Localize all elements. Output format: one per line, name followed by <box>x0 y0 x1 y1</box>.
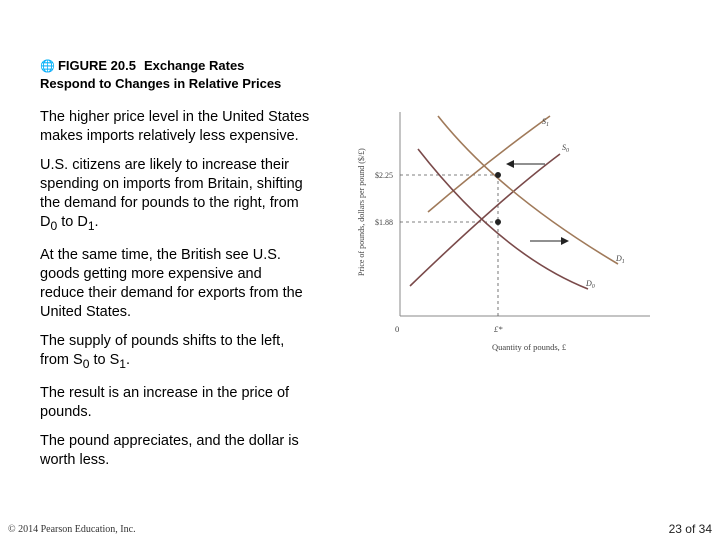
title-line-1 <box>40 57 360 75</box>
price-low-label: $1.88 <box>375 218 393 227</box>
paragraph-3: At the same time, the British see U.S. goods getting more expensive and reduce their demand for exports from the United States. <box>40 246 303 320</box>
equilibrium-point-old <box>495 219 501 225</box>
slide-title <box>40 57 360 93</box>
label-s1: $S_1$ <box>542 117 549 128</box>
paragraph-6: The pound appreciates, and the dollar is worth less. <box>40 432 299 468</box>
demand-curve-d0 <box>418 149 588 289</box>
label-d1: $D_1$ <box>616 254 625 265</box>
label-s0: $S_0$ <box>562 143 569 154</box>
figure-title-part1: Exchange Rates <box>143 58 245 73</box>
p4-sub0: 0 <box>82 356 90 371</box>
p2-text: U.S. citizens are likely to increase their spending on imports from Britain, shifting the demand for pounds to the right, from D <box>40 157 303 230</box>
supply-curve-s0 <box>410 154 560 286</box>
copyright-notice: © 2014 Pearson Education, Inc. <box>8 524 136 535</box>
globe-icon: 🌐 <box>40 59 55 73</box>
exchange-rate-graph <box>350 104 660 354</box>
origin-label: 0 <box>395 324 400 334</box>
price-high-label: $2.25 <box>375 171 393 180</box>
figure-number: FIGURE 20.5 <box>57 58 136 73</box>
x-axis-label: Quantity of pounds, £ <box>492 342 567 352</box>
paragraph-1: The higher price level in the United States makes imports relatively less expensive. <box>40 109 310 144</box>
label-d0: $D_0$ <box>586 279 595 290</box>
demand-curve-d1 <box>438 116 618 264</box>
p2-sub1: 1 <box>87 218 95 233</box>
p2-after: . <box>94 214 99 230</box>
slide-body <box>40 108 310 480</box>
p4-mid: to S <box>89 351 120 368</box>
p4-sub1: 1 <box>119 356 126 371</box>
equilibrium-point-new <box>495 172 501 178</box>
paragraph-5: The result is an increase in the price of pounds. <box>40 384 290 420</box>
p4-text: The supply of pounds shifts to the left, from S <box>40 332 285 368</box>
page-indicator: 23 of 34 <box>668 522 712 536</box>
y-axis-label: Price of pounds, dollars per pound ($/£) <box>357 148 366 276</box>
p2-mid: to D <box>57 214 88 230</box>
p4-after: . <box>125 351 130 368</box>
paragraph-2 <box>40 156 310 236</box>
paragraph-4 <box>40 332 310 374</box>
quantity-tick-label: £* <box>494 324 503 334</box>
figure-title-part2: Respond to Changes in Relative Prices <box>40 76 282 91</box>
p2-sub0: 0 <box>50 218 58 233</box>
